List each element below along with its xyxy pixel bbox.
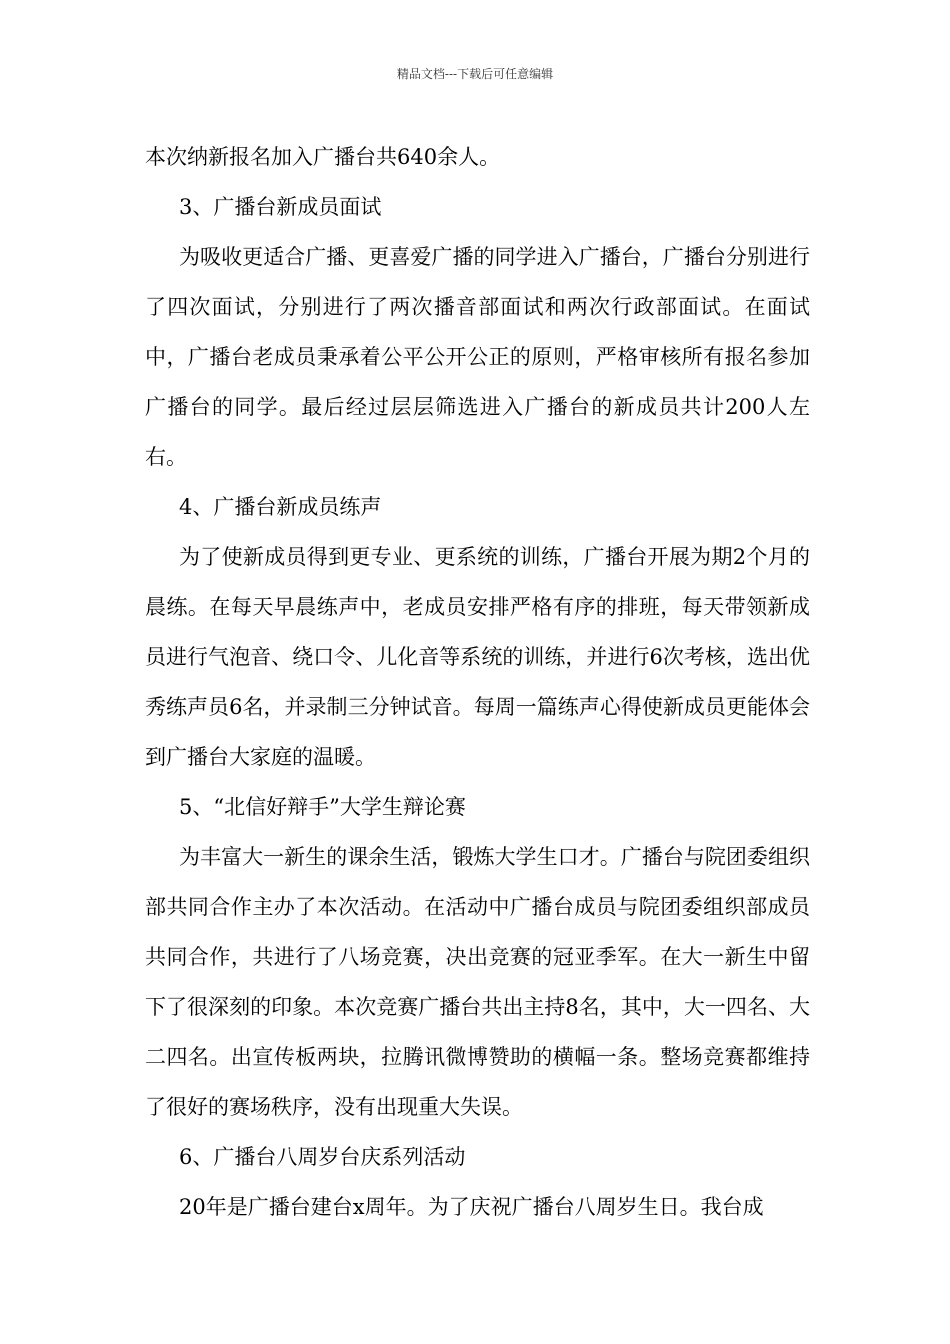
document-body	[145, 132, 810, 1232]
section-heading-interview: 3、广播台新成员面试	[179, 195, 382, 219]
paragraph-interview: 为吸收更适合广播、更喜爱广播的同学进入广播台，广播台分别进行了四次面试，分别进行了两次播音部面试和两次行政部面试。在面试中，广播台老成员秉承着公平公开公正的原则，严格审核所有报名参加广播台的同学。最后经过层层筛选进入广播台的新成员共计200人左右。	[145, 245, 810, 469]
section-heading-debate: 5、“北信好辩手”大学生辩论赛	[179, 795, 466, 819]
paragraph-debate: 为丰富大一新生的课余生活，锻炼大学生口才。广播台与院团委组织部共同合作主办了本次活动。在活动中广播台成员与院团委组织部成员共同合作，共进行了八场竞赛，决出竞赛的冠亚季军。在大一新生中留下了很深刻的印象。本次竞赛广播台共出主持8名，其中，大一四名、大二四名。出宣传板两块，拉腾讯微博赞助的横幅一条。整场竞赛都维持了很好的赛场秩序，没有出现重大失误。	[145, 845, 810, 1119]
section-heading-anniversary: 6、广播台八周岁台庆系列活动	[179, 1145, 466, 1169]
page-header: 精品文档---下载后可任意编辑	[396, 67, 554, 81]
paragraph-registration-count: 本次纳新报名加入广播台共640余人。	[145, 145, 501, 169]
paragraph-voice-training: 为了使新成员得到更专业、更系统的训练，广播台开展为期2个月的晨练。在每天早晨练声中，老成员安排严格有序的排班，每天带领新成员进行气泡音、绕口令、儿化音等系统的训练，并进行6次考核，选出优秀练声员6名，并录制三分钟试音。每周一篇练声心得使新成员更能体会到广播台大家庭的温暖。	[145, 545, 810, 769]
paragraph-anniversary: 20年是广播台建台x周年。为了庆祝广播台八周岁生日。我台成	[179, 1195, 764, 1219]
section-heading-voice-training: 4、广播台新成员练声	[179, 495, 382, 519]
